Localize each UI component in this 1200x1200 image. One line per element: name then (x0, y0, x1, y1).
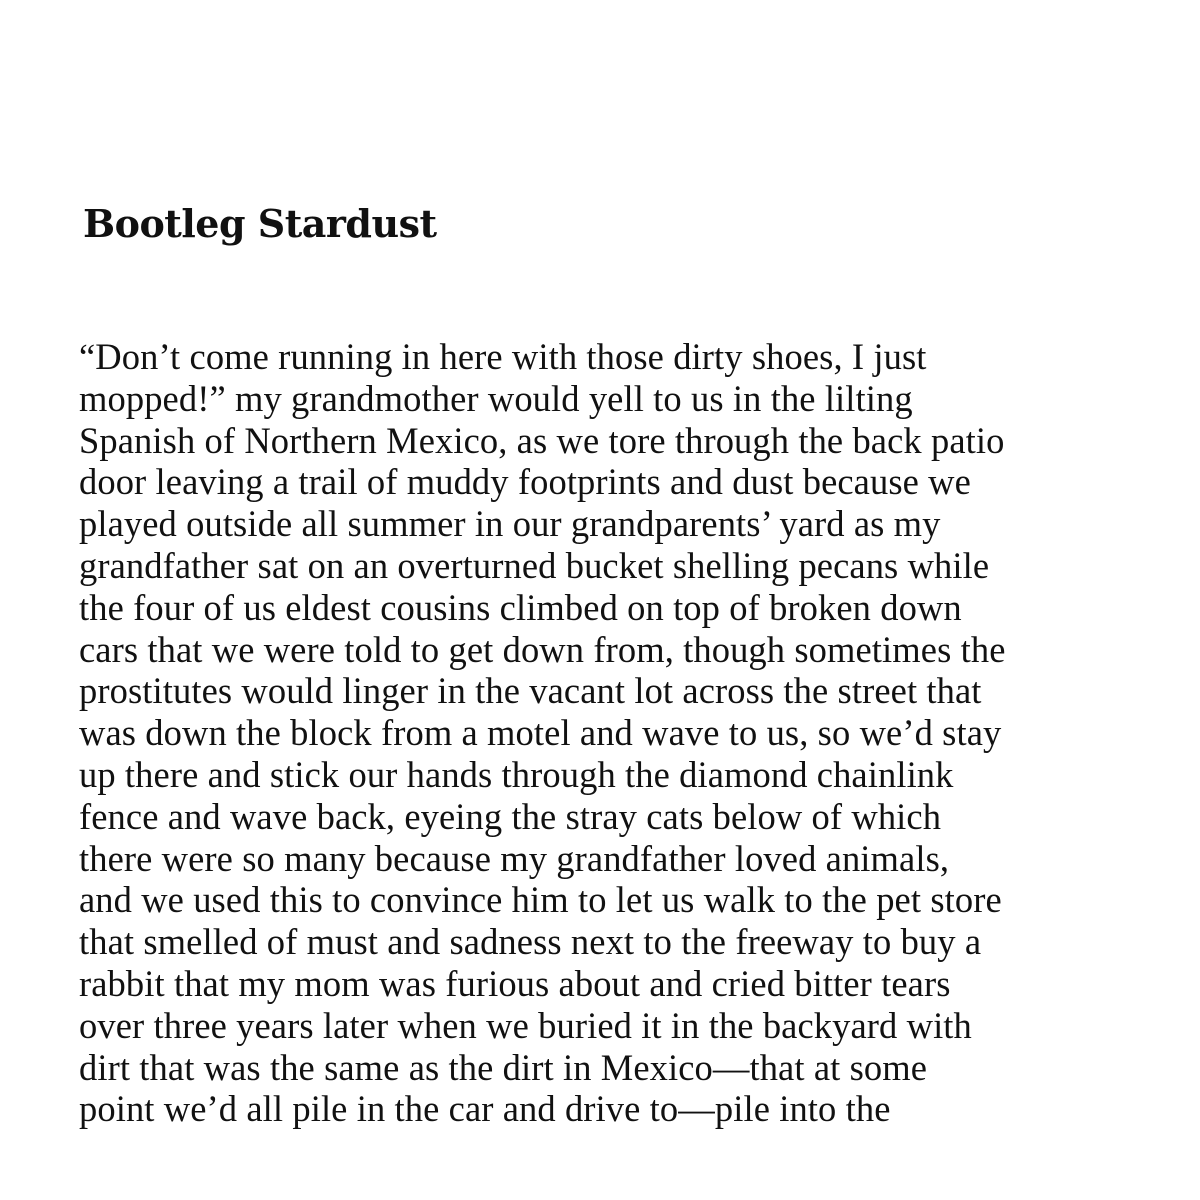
text-line: door leaving a trail of muddy footprints and dust because we (79, 461, 971, 503)
text-line: dirt that was the same as the dirt in Mexico—that at some (79, 1046, 928, 1088)
text-line: played outside all summer in our grandparents’ yard as my (79, 503, 941, 545)
text-line: grandfather sat on an overturned bucket shelling pecans while (79, 544, 990, 586)
text-line: the four of us eldest cousins climbed on top of broken down (79, 586, 962, 628)
text-line: fence and wave back, eyeing the stray cats below of which (79, 795, 942, 837)
text-line: cars that we were told to get down from, though sometimes the (79, 628, 1006, 670)
text-line: “Don’t come running in here with those dirty shoes, I just (79, 336, 927, 377)
text-line: there were so many because my grandfather loved animals, (79, 837, 950, 879)
text-line: Spanish of Northern Mexico, as we tore through the back patio (79, 419, 1005, 461)
body-paragraph (79, 336, 1179, 1130)
text-line: and we used this to convince him to let us walk to the pet store (79, 879, 1002, 921)
text-line: over three years later when we buried it in the backyard with (79, 1004, 972, 1046)
text-line: up there and stick our hands through the diamond chainlink (79, 753, 954, 795)
text-line: point we’d all pile in the car and drive to—pile into the (79, 1088, 891, 1130)
text-line: mopped!” my grandmother would yell to us in the lilting (79, 377, 913, 419)
text-line: was down the block from a motel and wave to us, so we’d stay (79, 712, 1002, 754)
text-line: that smelled of must and sadness next to the freeway to buy a (79, 921, 982, 963)
page-title: Bootleg Stardust (83, 201, 437, 246)
text-line: prostitutes would linger in the vacant lot across the street that (79, 670, 982, 712)
text-line: rabbit that my mom was furious about and cried bitter tears (79, 962, 951, 1004)
